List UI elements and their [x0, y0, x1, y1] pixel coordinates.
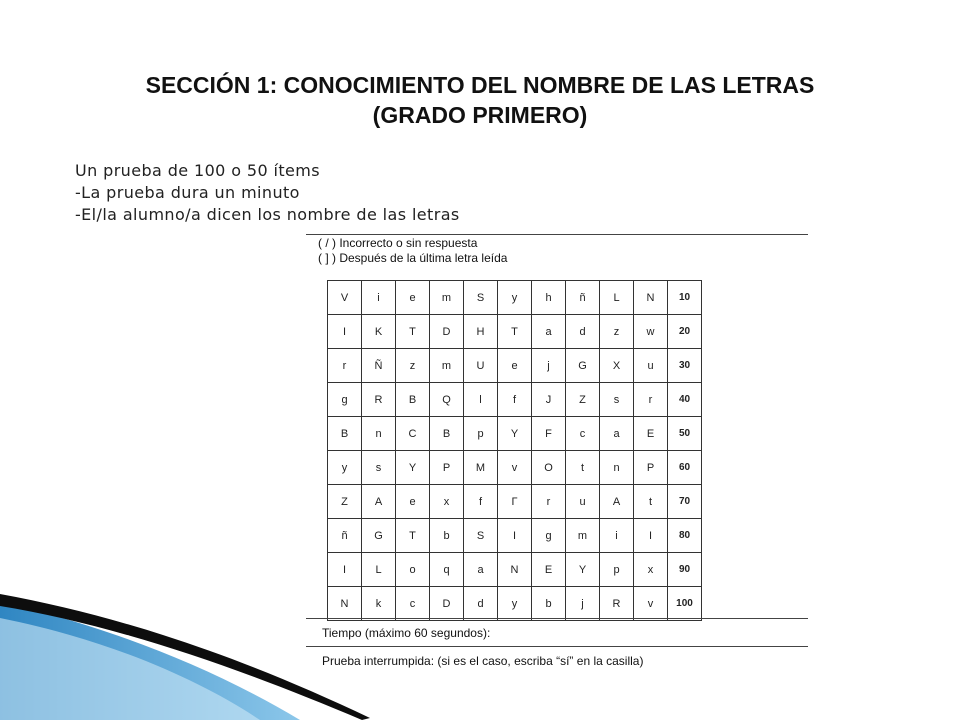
grid-letter-cell: A: [362, 485, 396, 519]
grid-letter-cell: V: [328, 281, 362, 315]
grid-letter-cell: L: [600, 281, 634, 315]
grid-letter-cell: Q: [430, 383, 464, 417]
grid-letter-cell: Y: [498, 417, 532, 451]
grid-letter-cell: l: [464, 383, 498, 417]
grid-letter-cell: D: [430, 587, 464, 621]
grid-letter-cell: a: [464, 553, 498, 587]
grid-letter-cell: r: [532, 485, 566, 519]
grid-letter-cell: n: [600, 451, 634, 485]
grid-letter-cell: e: [396, 281, 430, 315]
grid-letter-cell: L: [362, 553, 396, 587]
grid-count-cell: 50: [668, 417, 702, 451]
grid-letter-cell: m: [430, 349, 464, 383]
grid-letter-cell: G: [362, 519, 396, 553]
grid-letter-cell: I: [634, 519, 668, 553]
grid-letter-cell: h: [532, 281, 566, 315]
grid-letter-cell: M: [464, 451, 498, 485]
grid-letter-cell: d: [464, 587, 498, 621]
grid-letter-cell: n: [362, 417, 396, 451]
grid-count-cell: 100: [668, 587, 702, 621]
grid-letter-cell: S: [464, 281, 498, 315]
grid-letter-cell: d: [566, 315, 600, 349]
title-line-2: (GRADO PRIMERO): [372, 102, 588, 128]
grid-letter-cell: e: [498, 349, 532, 383]
grid-letter-cell: q: [430, 553, 464, 587]
grid-letter-cell: S: [464, 519, 498, 553]
grid-row: [328, 349, 702, 383]
grid-letter-cell: Ñ: [362, 349, 396, 383]
grid-letter-cell: R: [600, 587, 634, 621]
grid-row: [328, 451, 702, 485]
grid-count-cell: 90: [668, 553, 702, 587]
grid-letter-cell: o: [396, 553, 430, 587]
grid-letter-cell: Z: [566, 383, 600, 417]
grid-count-cell: 10: [668, 281, 702, 315]
grid-count-cell: 60: [668, 451, 702, 485]
footer-middle-rule: [306, 646, 808, 647]
grid-letter-cell: T: [498, 315, 532, 349]
grid-count-cell: 40: [668, 383, 702, 417]
grid-letter-cell: m: [566, 519, 600, 553]
grid-letter-cell: b: [532, 587, 566, 621]
grid-row: [328, 587, 702, 621]
grid-letter-cell: y: [498, 587, 532, 621]
grid-letter-cell: U: [464, 349, 498, 383]
grid-letter-cell: u: [566, 485, 600, 519]
grid-letter-cell: a: [600, 417, 634, 451]
grid-row: [328, 417, 702, 451]
grid-letter-cell: P: [430, 451, 464, 485]
grid-letter-cell: e: [396, 485, 430, 519]
grid-letter-cell: E: [634, 417, 668, 451]
grid-letter-cell: E: [532, 553, 566, 587]
grid-row: [328, 281, 702, 315]
grid-letter-cell: v: [634, 587, 668, 621]
grid-letter-cell: Y: [566, 553, 600, 587]
grid-letter-cell: ñ: [566, 281, 600, 315]
grid-letter-cell: f: [464, 485, 498, 519]
grid-letter-cell: B: [328, 417, 362, 451]
grid-letter-cell: p: [600, 553, 634, 587]
grid-letter-cell: G: [566, 349, 600, 383]
grid-letter-cell: R: [362, 383, 396, 417]
grid-letter-cell: z: [396, 349, 430, 383]
grid-letter-cell: x: [430, 485, 464, 519]
grid-letter-cell: m: [430, 281, 464, 315]
instruction-item: Un prueba de 100 o 50 ítems: [75, 161, 321, 180]
grid-letter-cell: b: [430, 519, 464, 553]
grid-letter-cell: s: [600, 383, 634, 417]
grid-letter-cell: i: [362, 281, 396, 315]
grid-letter-cell: N: [328, 587, 362, 621]
grid-letter-cell: w: [634, 315, 668, 349]
grid-row: [328, 383, 702, 417]
grid-letter-cell: P: [634, 451, 668, 485]
time-field-label: Tiempo (máximo 60 segundos):: [322, 626, 491, 640]
footer-top-rule: [306, 618, 808, 619]
grid-letter-cell: N: [634, 281, 668, 315]
grid-letter-cell: y: [498, 281, 532, 315]
grid-letter-cell: t: [634, 485, 668, 519]
grid-letter-cell: Y: [396, 451, 430, 485]
grid-letter-cell: i: [600, 519, 634, 553]
grid-row: [328, 315, 702, 349]
grid-count-cell: 80: [668, 519, 702, 553]
grid-letter-cell: r: [328, 349, 362, 383]
grid-letter-cell: A: [600, 485, 634, 519]
legend-last-letter: ( ] ) Después de la última letra leída: [318, 251, 508, 265]
grid-letter-cell: j: [532, 349, 566, 383]
grid-letter-cell: I: [328, 315, 362, 349]
grid-letter-cell: B: [396, 383, 430, 417]
grid-letter-cell: z: [600, 315, 634, 349]
legend-top-rule: [306, 234, 808, 235]
grid-letter-cell: K: [362, 315, 396, 349]
grid-letter-cell: D: [430, 315, 464, 349]
grid-letter-cell: t: [566, 451, 600, 485]
grid-letter-cell: x: [634, 553, 668, 587]
instruction-item: -El/la alumno/a dicen los nombre de las letras: [75, 205, 460, 224]
grid-letter-cell: H: [464, 315, 498, 349]
grid-letter-cell: p: [464, 417, 498, 451]
grid-letter-cell: F: [532, 417, 566, 451]
grid-letter-cell: O: [532, 451, 566, 485]
grid-letter-cell: s: [362, 451, 396, 485]
grid-letter-cell: k: [362, 587, 396, 621]
legend: [318, 236, 507, 266]
grid-letter-cell: T: [396, 519, 430, 553]
grid-letter-cell: j: [566, 587, 600, 621]
grid-letter-cell: Γ: [498, 485, 532, 519]
grid-count-cell: 20: [668, 315, 702, 349]
grid-letter-cell: a: [532, 315, 566, 349]
grid-letter-cell: r: [634, 383, 668, 417]
grid-letter-cell: Z: [328, 485, 362, 519]
grid-letter-cell: c: [396, 587, 430, 621]
grid-letter-cell: N: [498, 553, 532, 587]
instructions-list: [75, 160, 460, 226]
grid-letter-cell: X: [600, 349, 634, 383]
grid-letter-cell: g: [328, 383, 362, 417]
grid-letter-cell: B: [430, 417, 464, 451]
instruction-item: -La prueba dura un minuto: [75, 183, 300, 202]
grid-letter-cell: u: [634, 349, 668, 383]
grid-count-cell: 30: [668, 349, 702, 383]
grid-count-cell: 70: [668, 485, 702, 519]
interrupted-field-label: Prueba interrumpida: (si es el caso, escriba “sí” en la casilla): [322, 654, 644, 668]
grid-row: [328, 485, 702, 519]
grid-letter-cell: c: [566, 417, 600, 451]
corner-decoration: [0, 560, 380, 720]
legend-incorrect: ( / ) Incorrecto o sin respuesta: [318, 236, 478, 250]
grid-row: [328, 519, 702, 553]
grid-letter-cell: g: [532, 519, 566, 553]
grid-letter-cell: I: [328, 553, 362, 587]
grid-letter-cell: y: [328, 451, 362, 485]
section-title: [0, 70, 960, 130]
grid-letter-cell: J: [532, 383, 566, 417]
grid-letter-cell: v: [498, 451, 532, 485]
grid-letter-cell: C: [396, 417, 430, 451]
grid-letter-cell: I: [498, 519, 532, 553]
grid-letter-cell: f: [498, 383, 532, 417]
grid-letter-cell: T: [396, 315, 430, 349]
grid-letter-cell: ñ: [328, 519, 362, 553]
grid-row: [328, 553, 702, 587]
title-line-1: SECCIÓN 1: CONOCIMIENTO DEL NOMBRE DE LAS LETRAS: [145, 72, 815, 98]
letter-grid: [327, 280, 702, 621]
